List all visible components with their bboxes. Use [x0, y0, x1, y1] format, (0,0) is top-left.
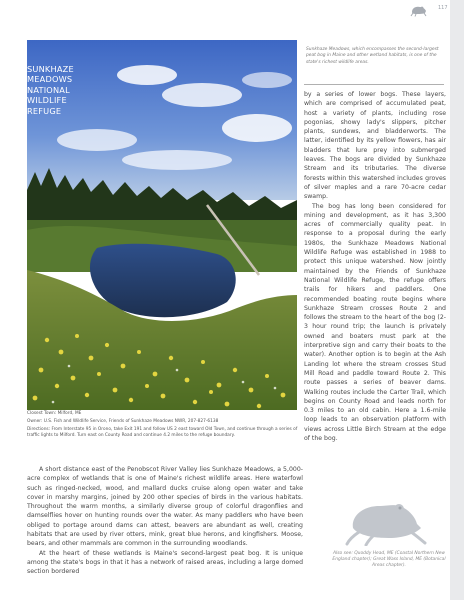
title-line: SUNKHAZE — [27, 64, 74, 74]
directions: Directions: From Interstate 95 in Orono, take Exit 191 and follow US 2 east toward Old Town, and continue through a series of traffic lights to Milford. Turn east on County Road and continue 4.2 miles to the refuge boundary. — [27, 427, 298, 438]
page-header — [0, 0, 464, 38]
closest-town: Closest Town: Milford, ME — [27, 411, 82, 416]
owner-info: Owner: U.S. Fish and Wildlife Service, Friends of Sunkhaze Meadows NWR, 207-827-6138 — [27, 419, 219, 424]
photo-caption: Sunkhaze Meadows, which encompasses the second-largest peat bog in Maine and other wetland habitats, is one of the state's richest wildlife areas. — [306, 47, 439, 65]
frog-icon — [410, 3, 428, 17]
paragraph: A short distance east of the Penobscot River Valley lies Sunkhaze Meadows, a 5,000-acre complex of wetlands that is one of Maine's richest wildlife areas. Here waterfowl such as ringed-necked, wood, and mallard ducks cruise along open water and take cover in marshy margins, joined by 200 other species of birds in the various habitats. Throughout the warm months, a similarly diverse group of colorful dragonflies and damselflies hover on hunting rounds over the water. As many paddlers who have been obliged to portage around dams can attest, beavers are abundant as well, creating habitats that are used by river otters, mink, great blue herons, and kingfishers. Moose, bears, and other mammals are common in the surrounding woodlands. — [27, 466, 303, 548]
paragraph: At the heart of these wetlands is Maine's second-largest peat bog. It is unique among the state's bogs in that it has a network of raised areas, including a large domed section bordered — [27, 549, 303, 576]
visitor-info — [27, 411, 305, 441]
paragraph: The bog has long been considered for mining and development, as it has 3,300 acres of commercially quality peat. In response to a proposal during the early 1980s, the Sunkhaze Meadows National Wildlife Refuge was established in 1988 to protect this unique watershed. Now jointly maintained by the Friends of Sunkhaze National Wildlife Refuge, the refuge offers trails for hikers and paddlers. One recommended boating route begins where Sunkhaze Stream crosses Route 2 and follows the stream to the heart of the bog (2-3 hour round trip; the launch is privately owned and boaters must park at the interpretive sign and carry their boats to the water). Another option is to begin at the Ash Landing lot where the stream crosses Stud Mill Road and paddle toward Route 2. This route passes a series of beaver dams. Walking routes include the Carter Trail, which begins on County Road and leads north for 0.3 miles to an old cabin. Here a 1.6-mile loop leads to an observation platform with views across Little Birch Stream at the edge of the bog. — [304, 202, 446, 442]
title-line: MEADOWS — [27, 74, 73, 85]
page-number: 117 — [438, 5, 448, 11]
page-edge-strip — [450, 0, 464, 600]
paragraph: by a series of lower bogs. These layers, which are comprised of accumulated peat, host a variety of plants, including rose pogonias, showy lady's slippers, pitcher plants, sundews, and bladderworts. The latter, identified by its yellow flowers, has air bladders that lure prey into submerged leaves. The bogs are divided by Sunkhaze Stream and its tributaries. The diverse forests within this watershed includes groves of silver maples and a rare 70-acre cedar swamp. — [304, 91, 446, 201]
title-line: NATIONAL — [27, 84, 70, 95]
caption-divider — [304, 84, 444, 85]
right-column-text — [304, 90, 446, 443]
frog-illustration-icon — [345, 494, 429, 546]
also-see-note: Also see: Quoddy Head, ME (Coastal Northern New England chapter); Great Wass Island, ME (Botanical Areas chapter). — [332, 551, 446, 569]
bottom-column-text — [27, 465, 303, 577]
title-line: REFUGE — [27, 105, 62, 116]
title-line: WILDLIFE — [27, 95, 67, 106]
refuge-title — [27, 64, 81, 132]
